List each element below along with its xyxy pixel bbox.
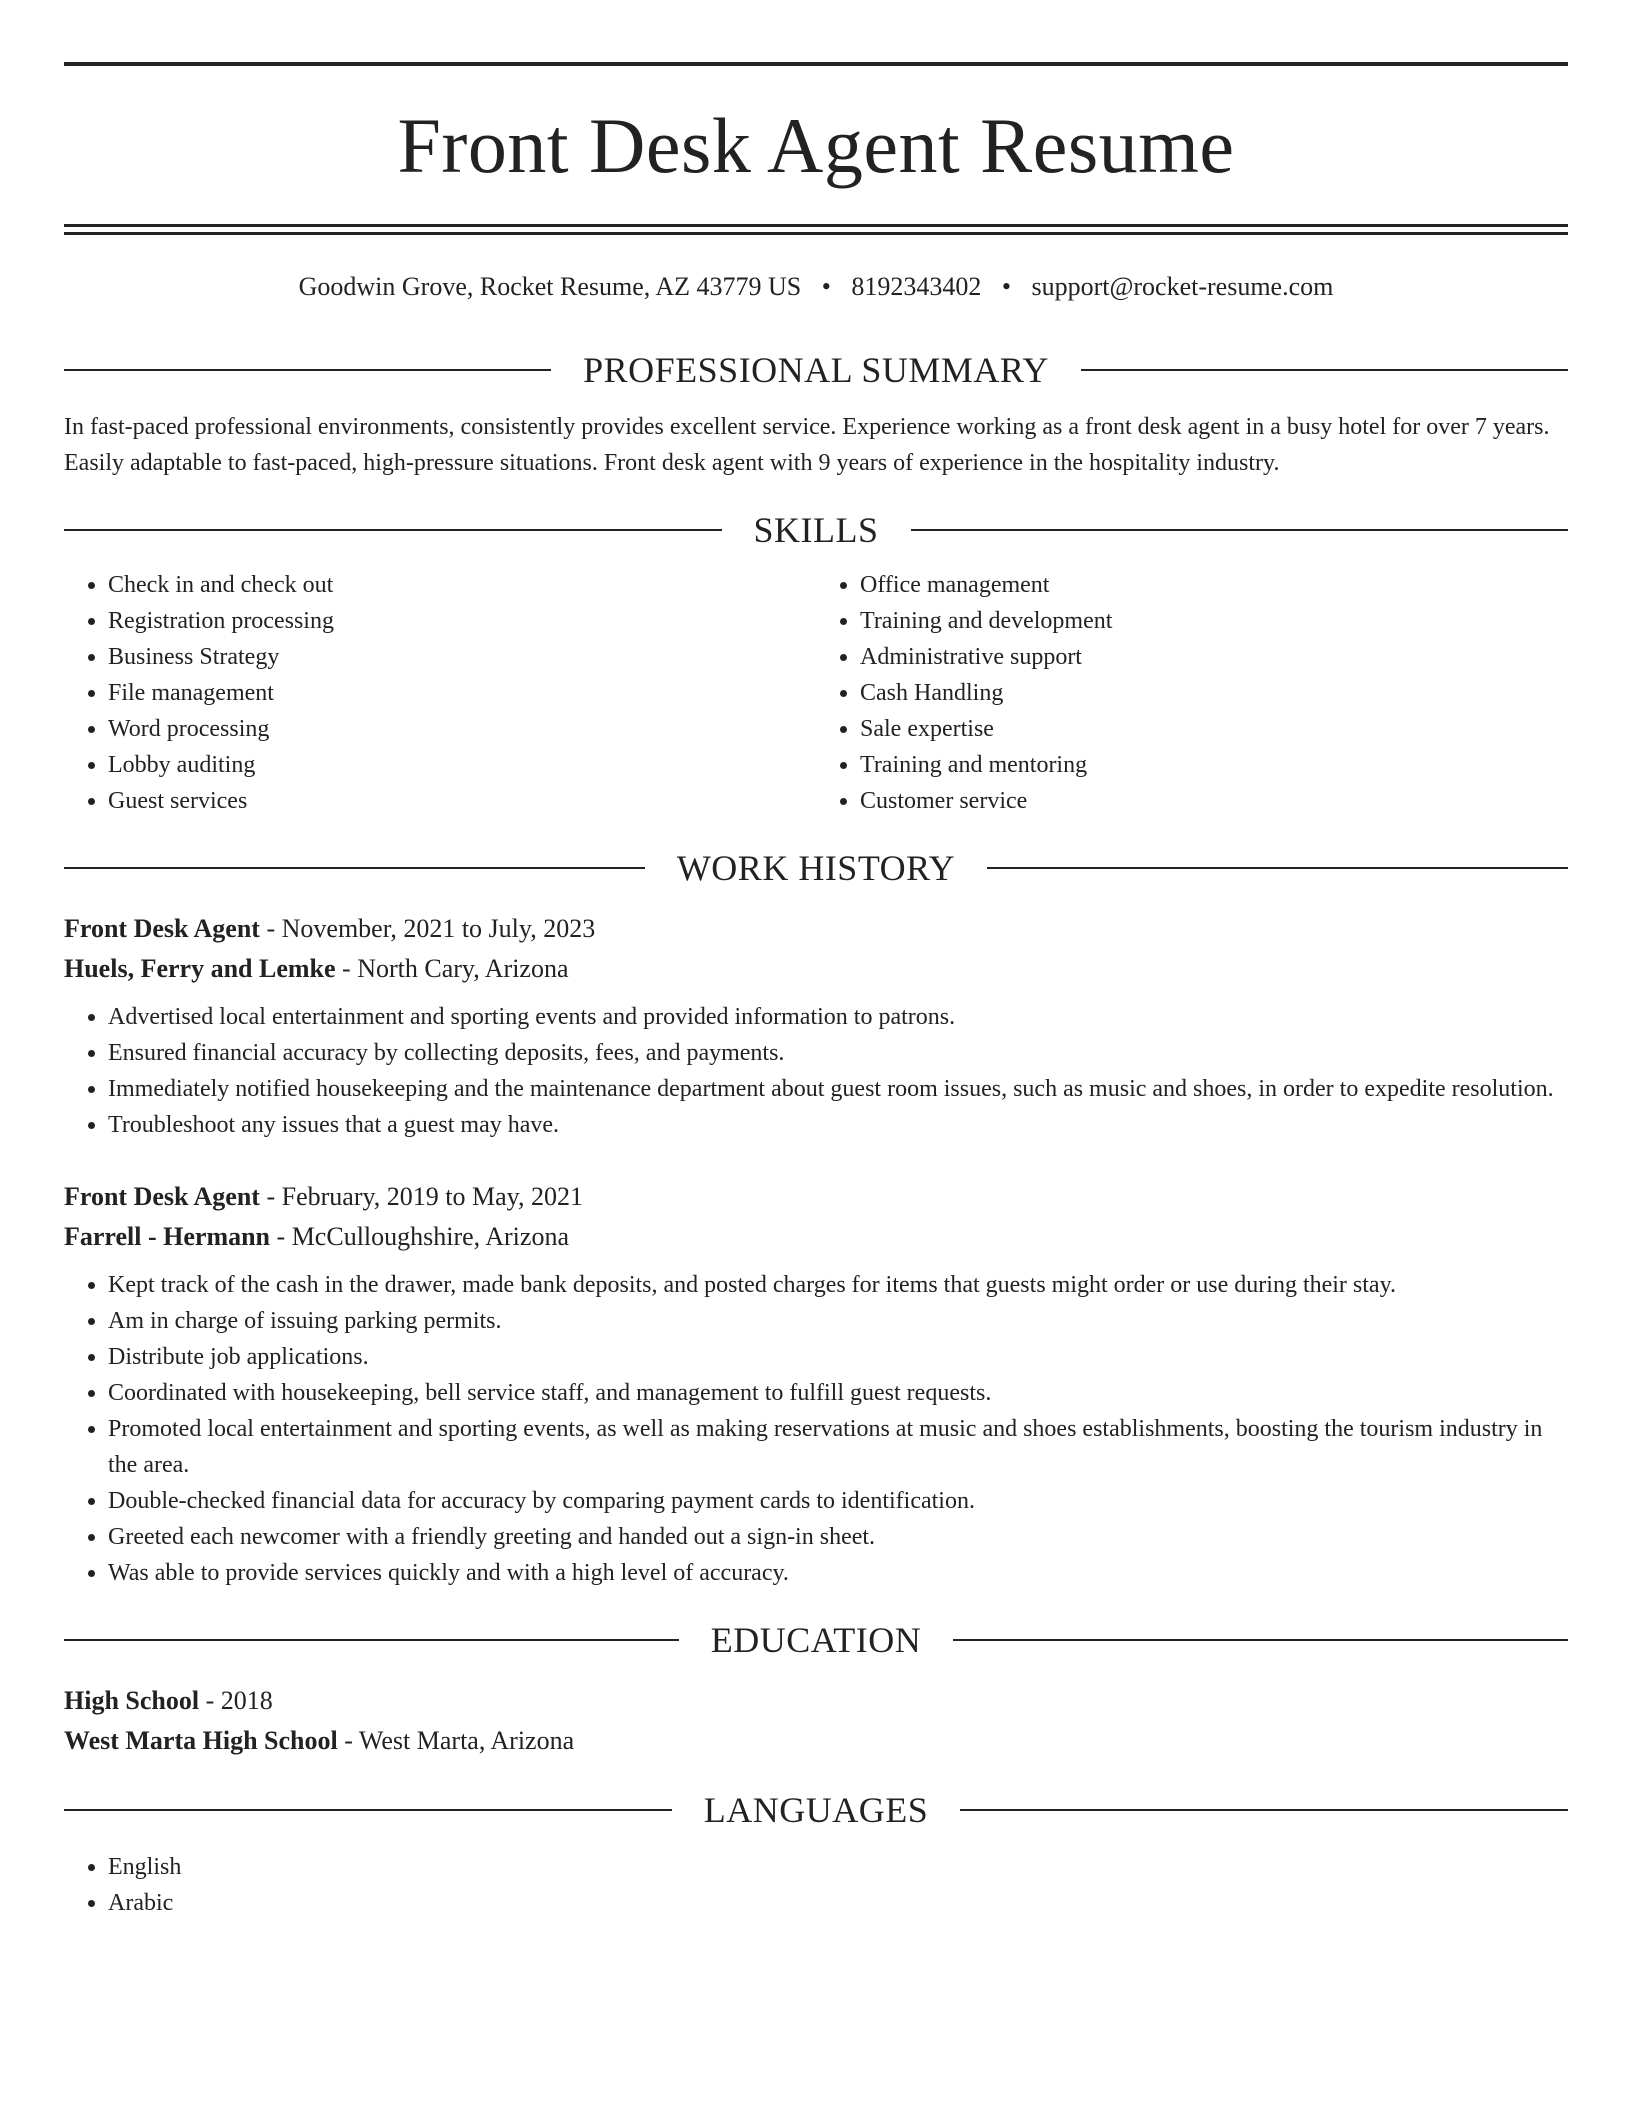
- section-heading-work: [64, 847, 1568, 889]
- education-location: - West Marta, Arizona: [337, 1726, 575, 1755]
- skills-column-left: [64, 567, 816, 819]
- education-degree: High School: [64, 1686, 200, 1715]
- job-bullet: • Greeted each newcomer with a friendly greeting and handed out a sign-in sheet.: [108, 1519, 1568, 1555]
- job-bullet: • Kept track of the cash in the drawer, made bank deposits, and posted charges for items that guests might order or use during their stay.: [108, 1267, 1568, 1303]
- job-dates: - February, 2019 to May, 2021: [259, 1182, 583, 1211]
- job-company-line: [64, 949, 1568, 989]
- section-heading-skills: [64, 509, 1568, 551]
- skill-item: • File management: [108, 675, 816, 711]
- job-bullets: [64, 999, 1568, 1143]
- section-title: EDUCATION: [710, 1620, 922, 1660]
- job-title-line: [64, 909, 1568, 949]
- languages-list: [64, 1849, 1568, 1921]
- section-heading-summary: [64, 349, 1568, 391]
- job-dates: - November, 2021 to July, 2023: [259, 914, 596, 943]
- contact-line: [64, 269, 1568, 305]
- skill-item: • Word processing: [108, 711, 816, 747]
- summary-text: In fast-paced professional environments, consistently provides excellent service. Experience working as a front desk agent in a busy hotel for over 7 years. Easily adaptable to fast-paced, high-pressure situations. Front desk agent with 9 years of experience in the hospitality industry.: [64, 414, 1550, 476]
- contact-separator: •: [821, 272, 831, 301]
- title-double-rule: [64, 224, 1568, 235]
- contact-email: support@rocket-resume.com: [1031, 272, 1334, 301]
- skills-list: [64, 567, 1568, 819]
- job-bullet: • Coordinated with housekeeping, bell service staff, and management to fulfill guest requests.: [108, 1375, 1568, 1411]
- job-bullets: [64, 1267, 1568, 1591]
- heading-rule-left: [64, 369, 551, 371]
- section-title: PROFESSIONAL SUMMARY: [583, 350, 1049, 390]
- skill-item: • Sale expertise: [860, 711, 1568, 747]
- job-bullet: • Double-checked financial data for accuracy by comparing payment cards to identification.: [108, 1483, 1568, 1519]
- job-title: Front Desk Agent: [64, 1182, 260, 1211]
- heading-rule-right: [1081, 369, 1568, 371]
- heading-rule-right: [960, 1809, 1568, 1811]
- skill-item: • Training and development: [860, 603, 1568, 639]
- education-entry: [64, 1681, 1568, 1761]
- section-title: SKILLS: [753, 510, 879, 550]
- job-title: Front Desk Agent: [64, 914, 260, 943]
- work-entry: [64, 1177, 1568, 1591]
- job-title-line: [64, 1177, 1568, 1217]
- job-bullet: • Promoted local entertainment and sporting events, as well as making reservations at music and shoes establishments, boosting the tourism industry in the area.: [108, 1411, 1568, 1483]
- heading-rule-right: [953, 1639, 1568, 1641]
- section-heading-education: [64, 1619, 1568, 1661]
- education-year: - 2018: [199, 1686, 273, 1715]
- skill-item: • Office management: [860, 567, 1568, 603]
- resume-title: Front Desk Agent Resume: [397, 102, 1235, 189]
- skill-item: • Business Strategy: [108, 639, 816, 675]
- heading-rule-right: [987, 867, 1568, 869]
- job-bullet: • Ensured financial accuracy by collecting deposits, fees, and payments.: [108, 1035, 1568, 1071]
- job-company: Huels, Ferry and Lemke: [64, 954, 336, 983]
- language-item: • Arabic: [108, 1885, 1568, 1921]
- skill-item: • Training and mentoring: [860, 747, 1568, 783]
- skill-item: • Customer service: [860, 783, 1568, 819]
- section-heading-languages: [64, 1789, 1568, 1831]
- skill-item: • Administrative support: [860, 639, 1568, 675]
- skill-item: • Check in and check out: [108, 567, 816, 603]
- education-school-line: [64, 1721, 1568, 1761]
- job-bullet: • Distribute job applications.: [108, 1339, 1568, 1375]
- job-location: - North Cary, Arizona: [335, 954, 569, 983]
- heading-rule-left: [64, 867, 645, 869]
- job-company-line: [64, 1217, 1568, 1257]
- contact-separator: •: [1001, 272, 1011, 301]
- heading-rule-left: [64, 1809, 672, 1811]
- job-company: Farrell - Hermann: [64, 1222, 271, 1251]
- job-bullet: • Advertised local entertainment and sporting events and provided information to patrons.: [108, 999, 1568, 1035]
- heading-rule-left: [64, 529, 722, 531]
- skill-item: • Cash Handling: [860, 675, 1568, 711]
- education-degree-line: [64, 1681, 1568, 1721]
- section-title: WORK HISTORY: [676, 848, 956, 888]
- skills-column-right: [816, 567, 1568, 819]
- language-item: • English: [108, 1849, 1568, 1885]
- education-school: West Marta High School: [64, 1726, 338, 1755]
- section-title: LANGUAGES: [703, 1790, 929, 1830]
- skill-item: • Registration processing: [108, 603, 816, 639]
- heading-rule-right: [911, 529, 1569, 531]
- contact-phone: 8192343402: [851, 272, 982, 301]
- job-location: - McCulloughshire, Arizona: [270, 1222, 569, 1251]
- top-rule: [64, 62, 1568, 66]
- heading-rule-left: [64, 1639, 679, 1641]
- job-bullet: • Was able to provide services quickly and with a high level of accuracy.: [108, 1555, 1568, 1591]
- job-bullet: • Troubleshoot any issues that a guest may have.: [108, 1107, 1568, 1143]
- job-bullet: • Am in charge of issuing parking permits.: [108, 1303, 1568, 1339]
- skill-item: • Lobby auditing: [108, 747, 816, 783]
- work-entry: [64, 909, 1568, 1143]
- skill-item: • Guest services: [108, 783, 816, 819]
- contact-address: Goodwin Grove, Rocket Resume, AZ 43779 US: [298, 272, 802, 301]
- job-bullet: • Immediately notified housekeeping and the maintenance department about guest room issues, such as music and shoes, in order to expedite resolution.: [108, 1071, 1568, 1107]
